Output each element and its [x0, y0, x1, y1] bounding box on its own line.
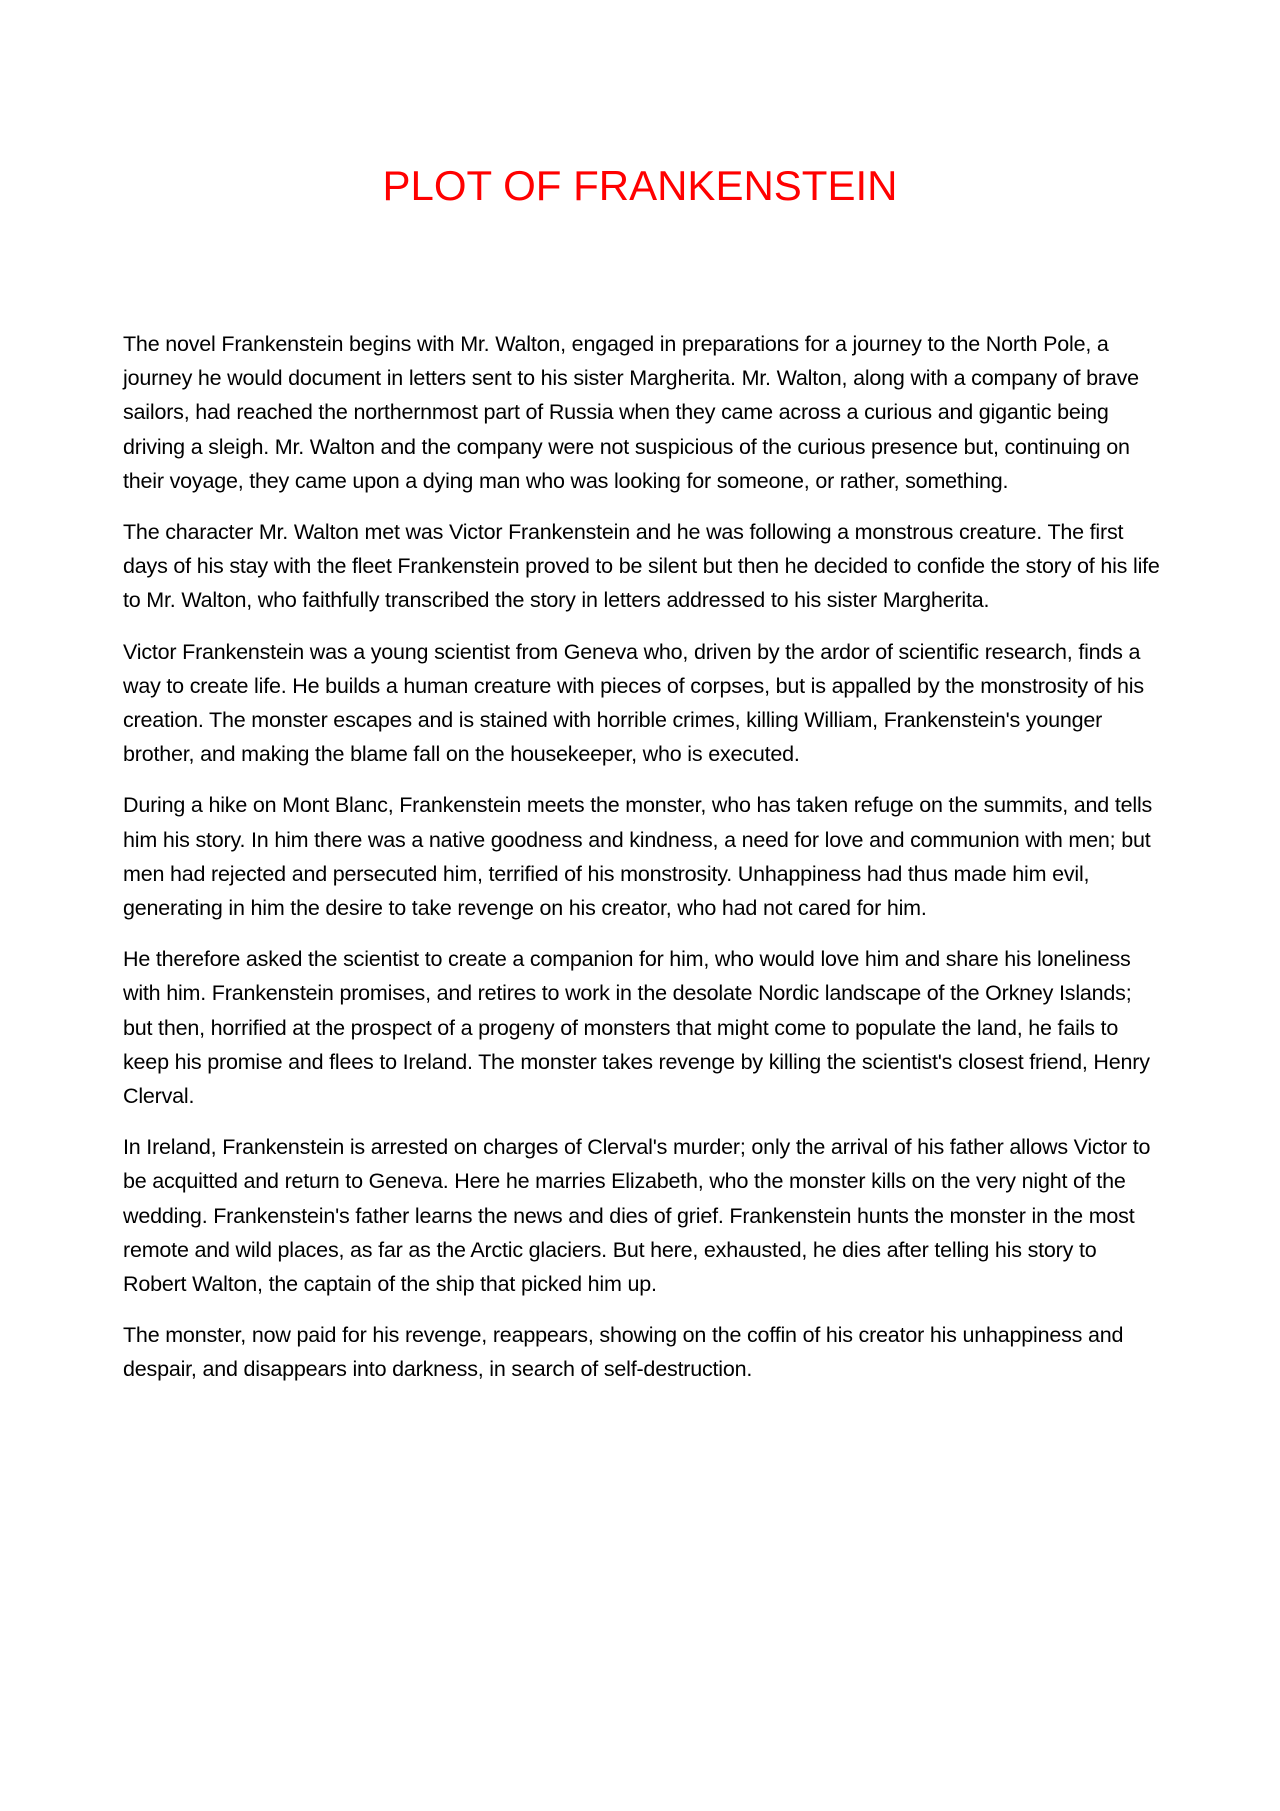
paragraph-4: During a hike on Mont Blanc, Frankenstein meets the monster, who has taken refuge on the summits, and tells him his story. In him there was a native goodness and kindness, a need for love and communion with men; but men had rejected and persecuted him, terrified of his monstrosity. Unhappiness had thus made him evil, generating in him the desire to take revenge on his creator, who had not cared for him.	[123, 793, 1153, 921]
paragraph-5: He therefore asked the scientist to create a companion for him, who would love him and share his loneliness with him. Frankenstein promises, and retires to work in the desolate Nordic landscape of the Orkney Islands; but then, horrified at the prospect of a progeny of monsters that might come to populate the land, he fails to keep his promise and flees to Ireland. The monster takes revenge by killing the scientist's closest friend, Henry Clerval.	[123, 947, 1150, 1109]
document-body	[123, 327, 1163, 1404]
paragraph-6: In Ireland, Frankenstein is arrested on charges of Clerval's murder; only the arrival of his father allows Victor to be acquitted and return to Geneva. Here he marries Elizabeth, who the monster kills on the very night of the wedding. Frankenstein's father learns the news and dies of grief. Frankenstein hunts the monster in the most remote and wild places, as far as the Arctic glaciers. But here, exhausted, he dies after telling his story to Robert Walton, the captain of the ship that picked him up.	[123, 1135, 1151, 1297]
paragraph-2: The character Mr. Walton met was Victor Frankenstein and he was following a monstrous creature. The first days of his stay with the fleet Frankenstein proved to be silent but then he decided to confide the story of his life to Mr. Walton, who faithfully transcribed the story in letters addressed to his sister Margherita.	[123, 520, 1160, 613]
paragraph-1: The novel Frankenstein begins with Mr. Walton, engaged in preparations for a journey to the North Pole, a journey he would document in letters sent to his sister Margherita. Mr. Walton, along with a company of brave sailors, had reached the northernmost part of Russia when they came across a curious and gigantic being driving a sleigh. Mr. Walton and the company were not suspicious of the curious presence but, continuing on their voyage, they came upon a dying man who was looking for someone, or rather, something.	[123, 332, 1139, 493]
paragraph-7: The monster, now paid for his revenge, reappears, showing on the coffin of his creator his unhappiness and despair, and disappears into darkness, in search of self-destruction.	[123, 1323, 1124, 1382]
paragraph-3: Victor Frankenstein was a young scientist from Geneva who, driven by the ardor of scientific research, finds a way to create life. He builds a human creature with pieces of corpses, but is appalled by the monstrosity of his creation. The monster escapes and is stained with horrible crimes, killing William, Frankenstein's younger brother, and making the blame fall on the housekeeper, who is executed.	[123, 639, 1144, 767]
page-title: PLOT OF FRANKENSTEIN	[382, 162, 898, 209]
